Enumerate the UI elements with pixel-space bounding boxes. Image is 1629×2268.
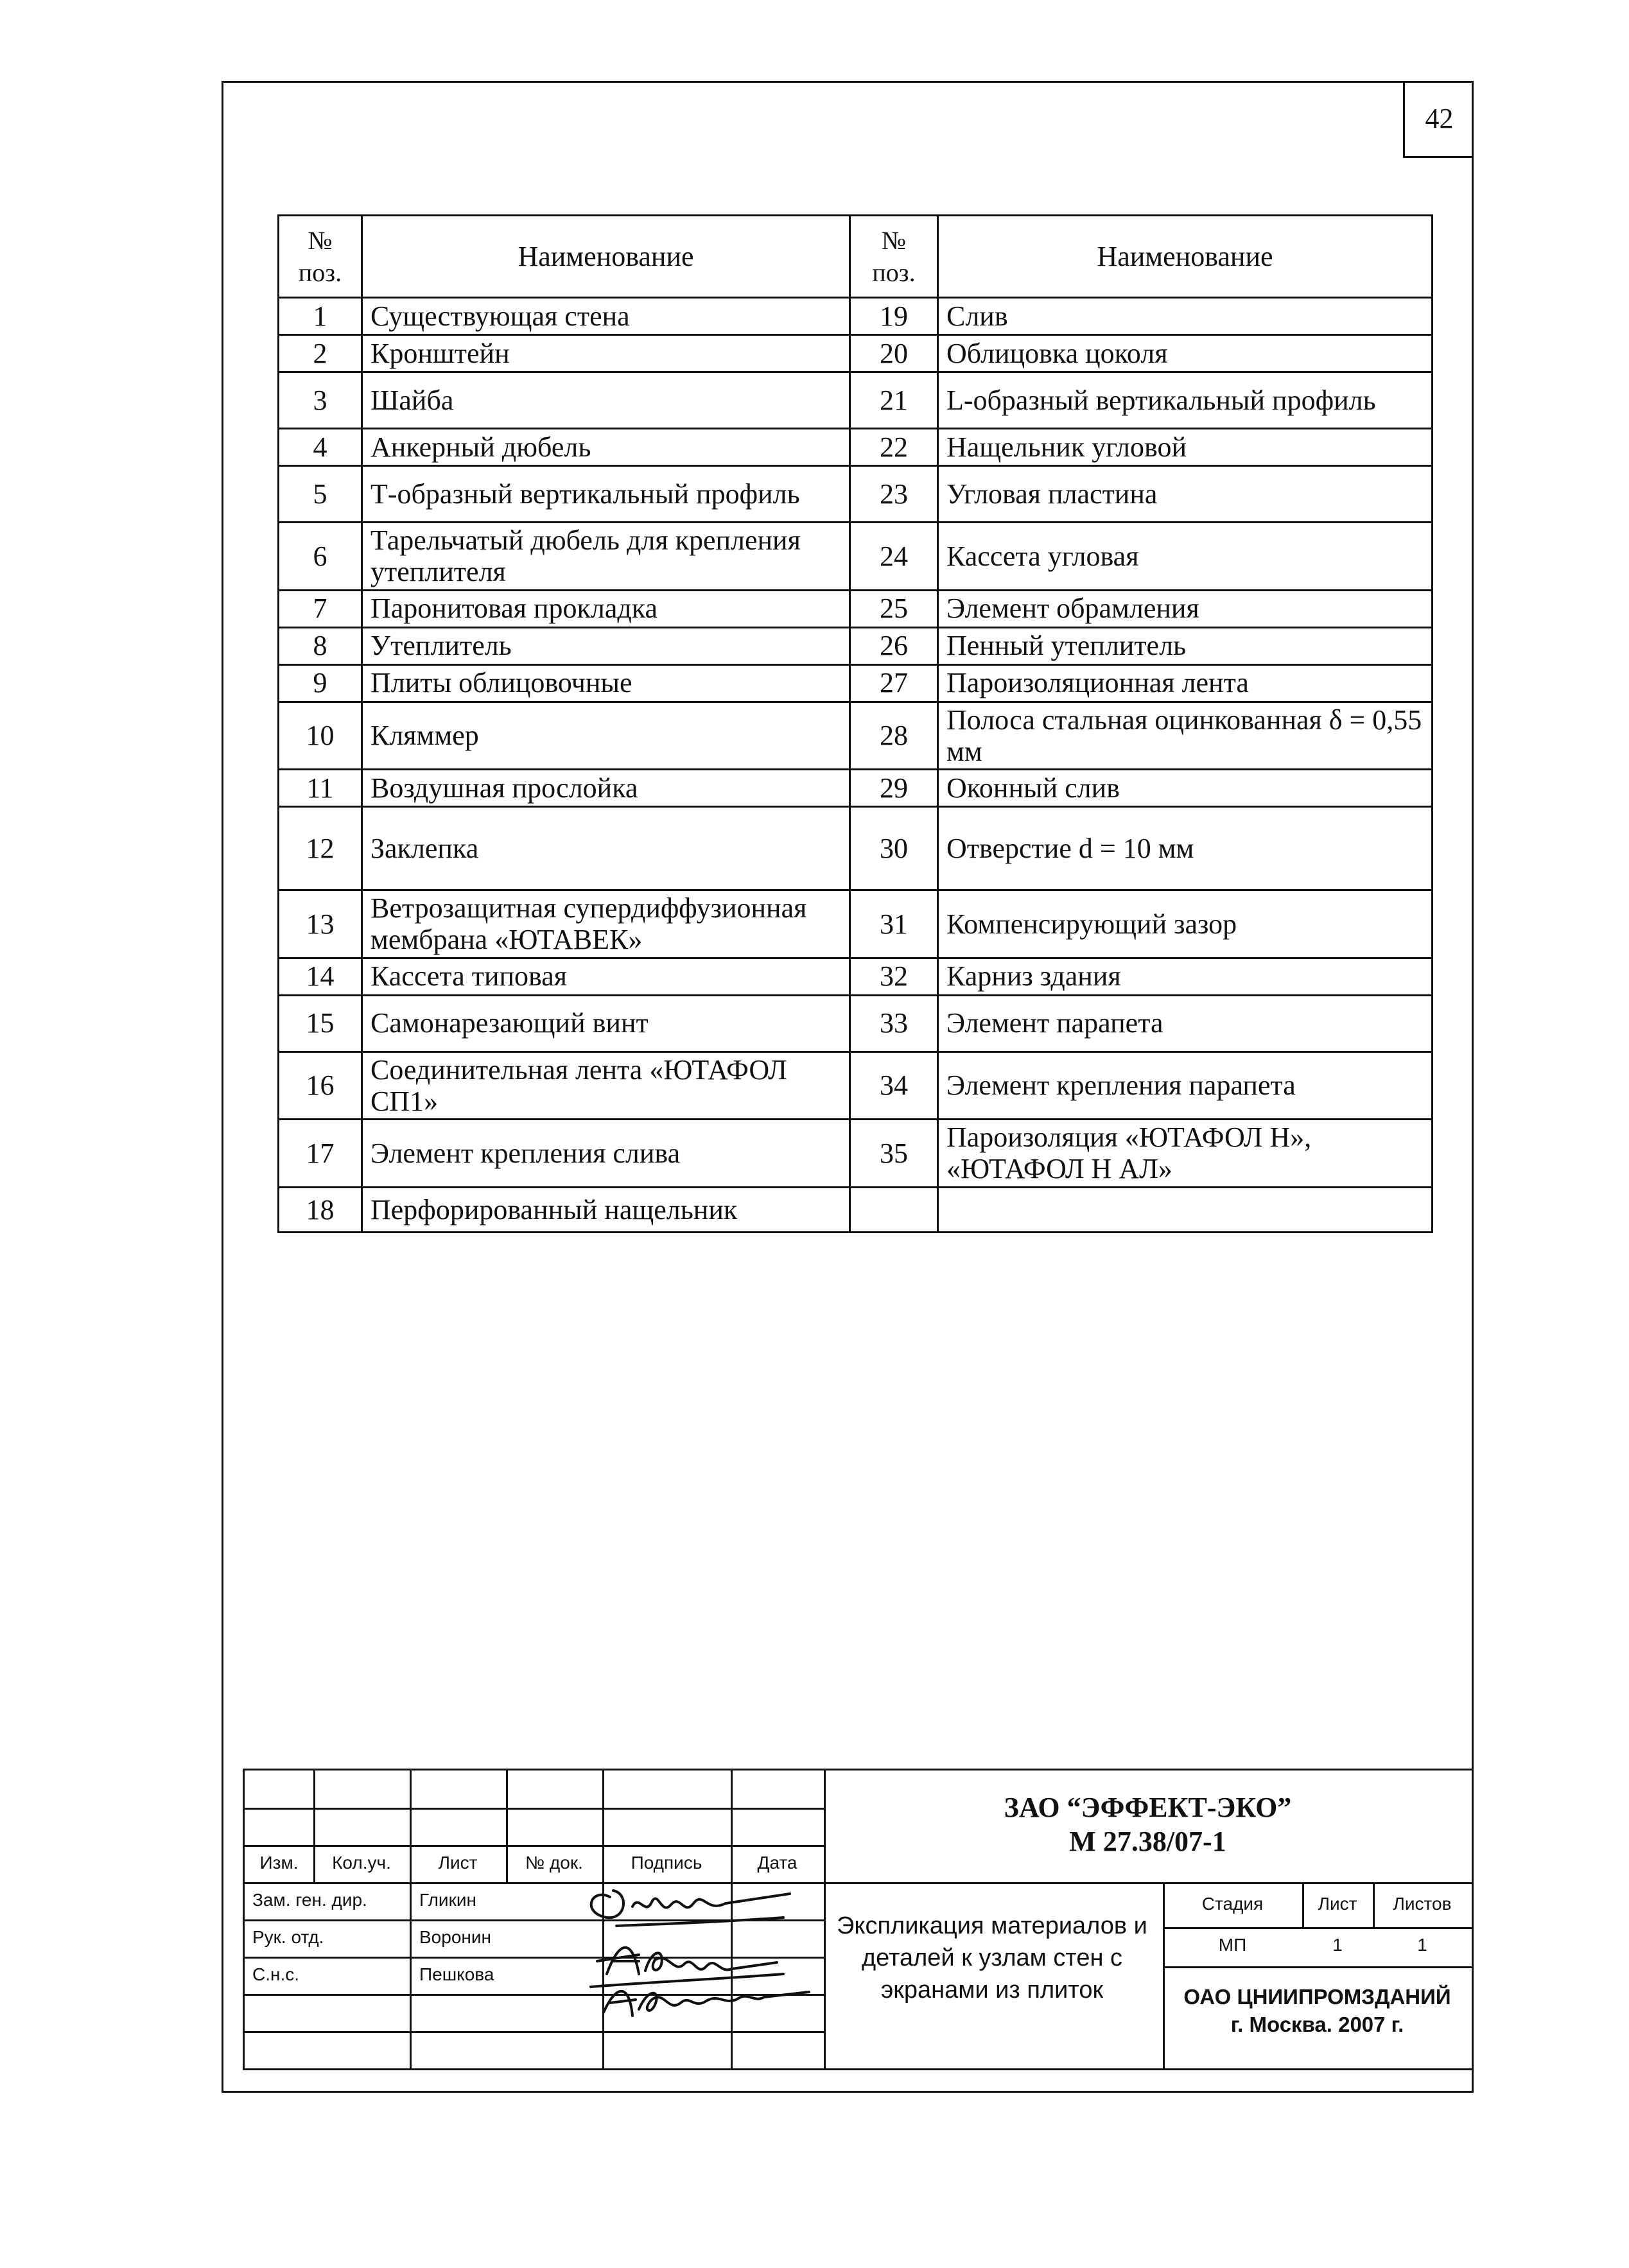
- cell-pos-left: 7: [279, 590, 362, 627]
- cell-pos-right: 33: [850, 995, 938, 1052]
- table-row: [279, 335, 1433, 372]
- cell-name-right: Кассета угловая: [938, 523, 1433, 591]
- col-podpis: Подпись: [631, 1853, 702, 1873]
- cell-name-right: Слив: [938, 298, 1433, 335]
- cell-name-right: Отверстие d = 10 мм: [938, 807, 1433, 890]
- col-izm: Изм.: [259, 1853, 299, 1873]
- cell-pos-left: 5: [279, 466, 362, 523]
- cell-name-right: Оконный слив: [938, 770, 1433, 807]
- cell-name-left: Существующая стена: [362, 298, 850, 335]
- cell-pos-left: 2: [279, 335, 362, 372]
- person-2: Воронин: [419, 1927, 491, 1947]
- cell-pos-right: 32: [850, 958, 938, 995]
- cell-pos-left: 9: [279, 664, 362, 702]
- cell-pos-right: 35: [850, 1120, 938, 1188]
- page-number: 42: [1403, 81, 1474, 158]
- cell-name-right: [938, 1187, 1433, 1232]
- specification-table: [277, 214, 1433, 1233]
- cell-pos-right: 23: [850, 466, 938, 523]
- org-name: ЗАО “ЭФФЕКТ-ЭКО”: [1004, 1792, 1292, 1823]
- role-3: С.н.с.: [252, 1964, 300, 1984]
- table-body: [279, 298, 1433, 1233]
- cell-pos-left: 10: [279, 702, 362, 770]
- col-list: Лист: [438, 1853, 478, 1873]
- cell-name-right: Элемент крепления парапета: [938, 1052, 1433, 1120]
- sheet-value: 1: [1332, 1935, 1343, 1955]
- role-2: Рук. отд.: [252, 1927, 324, 1947]
- cell-pos-right: 19: [850, 298, 938, 335]
- person-1: Гликин: [419, 1890, 476, 1910]
- col-kol-uch: Кол.уч.: [332, 1853, 391, 1873]
- cell-name-right: Нащельник угловой: [938, 429, 1433, 466]
- signature-peshkova: [604, 1991, 809, 2016]
- sheets-header: Листов: [1393, 1894, 1452, 1914]
- table-row: [279, 890, 1433, 958]
- table-row: [279, 429, 1433, 466]
- cell-pos-left: 1: [279, 298, 362, 335]
- table-row: [279, 1187, 1433, 1232]
- table-row: [279, 664, 1433, 702]
- cell-pos-left: 17: [279, 1120, 362, 1188]
- role-1: Зам. ген. дир.: [252, 1890, 367, 1910]
- cell-name-left: Элемент крепления слива: [362, 1120, 850, 1188]
- institution-block: [1161, 1984, 1474, 2039]
- cell-name-left: Кронштейн: [362, 335, 850, 372]
- table-row: [279, 1052, 1433, 1120]
- cell-pos-left: 11: [279, 770, 362, 807]
- stage-header: Стадия: [1201, 1894, 1264, 1914]
- table-row: [279, 523, 1433, 591]
- table-row: [279, 807, 1433, 890]
- cell-name-right: Пароизоляционная лента: [938, 664, 1433, 702]
- institution-name: ОАО ЦНИИПРОМЗДАНИЙ: [1183, 1985, 1451, 2009]
- cell-name-left: Паронитовая прокладка: [362, 590, 850, 627]
- cell-name-left: Ветрозащитная супердиффузионная мембрана «ЮТАВЕК»: [362, 890, 850, 958]
- table-row: [279, 627, 1433, 664]
- header-pos-right: № поз.: [850, 216, 938, 298]
- cell-pos-right: 24: [850, 523, 938, 591]
- cell-pos-right: 34: [850, 1052, 938, 1120]
- cell-name-left: Перфорированный нащельник: [362, 1187, 850, 1232]
- cell-name-right: L-образный вертикальный профиль: [938, 372, 1433, 429]
- cell-name-right: Элемент парапета: [938, 995, 1433, 1052]
- cell-name-right: Карниз здания: [938, 958, 1433, 995]
- stage-value: МП: [1218, 1935, 1247, 1955]
- col-doc-no: № док.: [525, 1853, 583, 1873]
- cell-name-left: Тарельчатый дюбель для крепления утеплителя: [362, 523, 850, 591]
- city-year: г. Москва. 2007 г.: [1230, 2012, 1404, 2036]
- cell-pos-right: 21: [850, 372, 938, 429]
- header-pos-left: № поз.: [279, 216, 362, 298]
- cell-pos-left: 13: [279, 890, 362, 958]
- cell-name-left: Анкерный дюбель: [362, 429, 850, 466]
- cell-name-right: Компенсирующий зазор: [938, 890, 1433, 958]
- cell-name-left: Кассета типовая: [362, 958, 850, 995]
- cell-pos-left: 18: [279, 1187, 362, 1232]
- signature-glikin: [591, 1891, 790, 1926]
- header-name-right: Наименование: [938, 216, 1433, 298]
- cell-pos-left: 15: [279, 995, 362, 1052]
- cell-pos-right: 25: [850, 590, 938, 627]
- cell-pos-right: 26: [850, 627, 938, 664]
- table-row: [279, 958, 1433, 995]
- cell-name-left: Заклепка: [362, 807, 850, 890]
- cell-name-left: Воздушная прослойка: [362, 770, 850, 807]
- sheet-header: Лист: [1318, 1894, 1357, 1914]
- table-row: [279, 1120, 1433, 1188]
- cell-pos-right: 20: [850, 335, 938, 372]
- cell-pos-left: 14: [279, 958, 362, 995]
- header-name-left: Наименование: [362, 216, 850, 298]
- cell-pos-left: 16: [279, 1052, 362, 1120]
- table-row: [279, 770, 1433, 807]
- table-row: [279, 702, 1433, 770]
- cell-name-left: Соединительная лента «ЮТАФОЛ СП1»: [362, 1052, 850, 1120]
- table-row: [279, 466, 1433, 523]
- cell-name-right: Облицовка цоколя: [938, 335, 1433, 372]
- cell-pos-right: [850, 1187, 938, 1232]
- cell-name-left: Самонарезающий винт: [362, 995, 850, 1052]
- cell-pos-right: 22: [850, 429, 938, 466]
- sheet-description: Экспликация материалов и деталей к узлам стен с экранами из плиток: [837, 1912, 1147, 2004]
- cell-pos-right: 28: [850, 702, 938, 770]
- cell-pos-left: 6: [279, 523, 362, 591]
- cell-name-left: Т-образный вертикальный профиль: [362, 466, 850, 523]
- cell-name-left: Утеплитель: [362, 627, 850, 664]
- cell-pos-right: 31: [850, 890, 938, 958]
- cell-pos-left: 12: [279, 807, 362, 890]
- cell-pos-left: 3: [279, 372, 362, 429]
- cell-name-right: Элемент обрамления: [938, 590, 1433, 627]
- cell-name-right: Угловая пластина: [938, 466, 1433, 523]
- cell-pos-right: 27: [850, 664, 938, 702]
- cell-name-right: Пароизоляция «ЮТАФОЛ Н», «ЮТАФОЛ Н АЛ»: [938, 1120, 1433, 1188]
- cell-pos-left: 8: [279, 627, 362, 664]
- sheets-value: 1: [1417, 1935, 1427, 1955]
- cell-pos-right: 29: [850, 770, 938, 807]
- doc-code: М 27.38/07-1: [1069, 1825, 1226, 1857]
- cell-name-left: Шайба: [362, 372, 850, 429]
- table-row: [279, 372, 1433, 429]
- signatures: [578, 1878, 835, 2025]
- cell-pos-right: 30: [850, 807, 938, 890]
- cell-name-left: Плиты облицовочные: [362, 664, 850, 702]
- signature-voronin: [591, 1948, 783, 1987]
- cell-name-right: Пенный утеплитель: [938, 627, 1433, 664]
- table-row: [279, 995, 1433, 1052]
- table-row: [279, 590, 1433, 627]
- cell-name-right: Полоса стальная оцинкованная δ = 0,55 мм: [938, 702, 1433, 770]
- col-data: Дата: [757, 1853, 797, 1873]
- table-header-row: [279, 216, 1433, 298]
- cell-name-left: Кляммер: [362, 702, 850, 770]
- table-row: [279, 298, 1433, 335]
- person-3: Пешкова: [419, 1964, 494, 1984]
- cell-pos-left: 4: [279, 429, 362, 466]
- organization-header: [822, 1791, 1474, 1859]
